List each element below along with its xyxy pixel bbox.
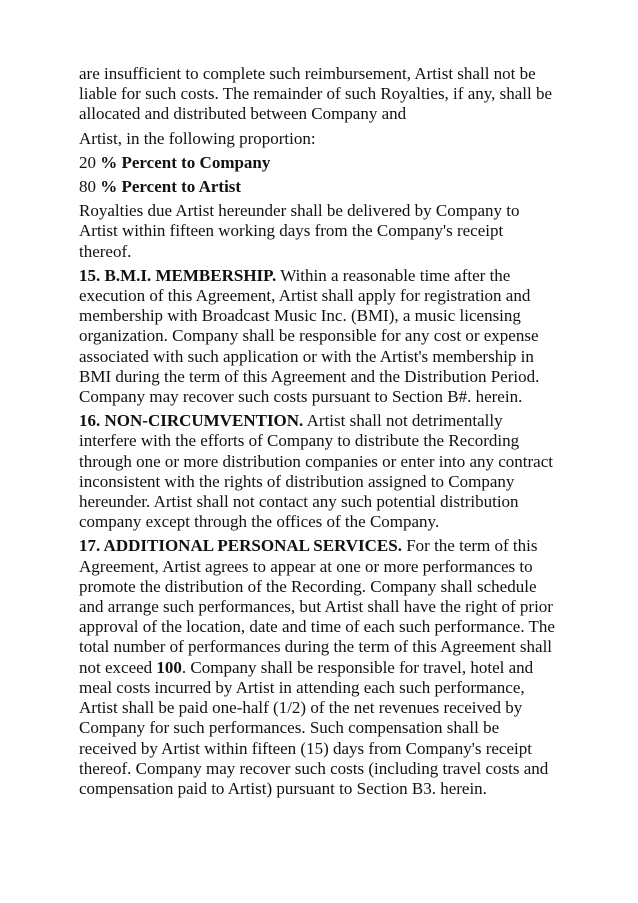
section-15-heading: 15. B.M.I. MEMBERSHIP. bbox=[79, 265, 277, 285]
paragraph-proportion bbox=[79, 129, 569, 149]
section-16-heading: 16. NON-CIRCUMVENTION. bbox=[79, 411, 304, 431]
section-17-body-part-b: . Company shall be responsible for travel, hotel and meal costs incurred by Artist in attending each such performance, Artist shall be paid one-half (1/2) of the net revenues received by Company for such performances. Such compensation shall be received by Artist within fifteen (15) days from Company's receipt thereof. Company may recover such costs (including travel costs and compensation paid to Artist) pursuant to Section B3. herein. bbox=[79, 657, 549, 798]
section-15-body: Within a reasonable time after the execution of this Agreement, Artist shall apply for registration and membership with Broadcast Music Inc. (BMI), a music licensing organization. Company shall be responsible for any cost or expense associated with such application or with the Artist's membership in BMI during the term of this Agreement and the Distribution Period. Company may recover such costs pursuant to Section B#. herein. bbox=[79, 265, 540, 407]
section-16-body: Artist shall not detrimentally interfere with the efforts of Company to distribute the Recording through one or more distribution companies or enter into any contract inconsistent with the rights of distribution assigned to Company hereunder. Artist shall not contact any such potential distribution company except through the offices of the Company. bbox=[79, 411, 553, 532]
section-17-body-part-a: For the term of this Agreement, Artist agrees to appear at one or more performances to promote the distribution of the Recording. Company shall schedule and arrange such performances, but Artist shall have the right of prior approval of the location, date and time of each such performance. The total number of performances during the term of this Agreement shall not exceed bbox=[79, 536, 555, 677]
artist-percentage-label: % Percent to Artist bbox=[100, 177, 242, 197]
document-page bbox=[79, 64, 569, 803]
artist-percentage-value: 80 bbox=[79, 177, 101, 197]
company-percentage-value: 20 bbox=[79, 152, 101, 172]
artist-percentage-line bbox=[79, 177, 569, 197]
paragraph-proportion-text: Artist, in the following proportion: bbox=[79, 128, 316, 148]
paragraph-reimbursement-text: are insufficient to complete such reimbursement, Artist shall not be liable for such costs. The remainder of such Royalties, if any, shall be allocated and distributed between Company and bbox=[79, 64, 553, 124]
paragraph-reimbursement bbox=[79, 64, 569, 125]
company-percentage-label: % Percent to Company bbox=[100, 152, 271, 172]
section-17-performance-limit: 100 bbox=[156, 657, 182, 677]
section-15-bmi-membership bbox=[79, 266, 569, 407]
paragraph-royalties-delivery bbox=[79, 201, 569, 262]
section-17-heading: 17. ADDITIONAL PERSONAL SERVICES. bbox=[79, 536, 402, 556]
section-17-additional-services bbox=[79, 536, 569, 799]
section-16-non-circumvention bbox=[79, 411, 569, 532]
company-percentage-line bbox=[79, 153, 569, 173]
paragraph-royalties-delivery-text: Royalties due Artist hereunder shall be delivered by Company to Artist within fifteen working days from the Company's receipt thereof. bbox=[79, 201, 520, 261]
